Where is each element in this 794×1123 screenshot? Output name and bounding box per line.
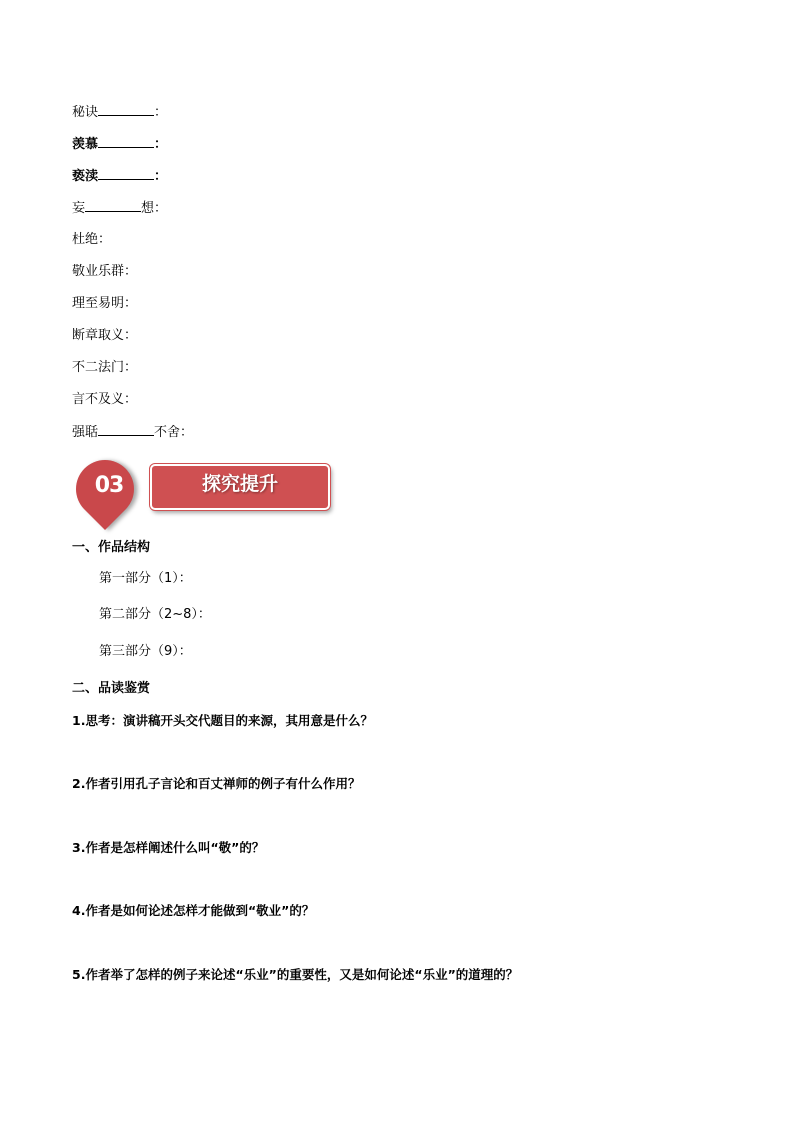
question-3: 3.作者是怎样阐述什么叫“敬”的？	[72, 840, 265, 855]
fill-blank[interactable]	[98, 135, 154, 148]
vocab-suffix: ：	[154, 105, 168, 120]
vocab-item-4	[72, 199, 167, 218]
question-5: 5.作者举了怎样的例子来论述“乐业”的重要性，又是如何论述“乐业”的道理的？	[72, 967, 519, 982]
vocab-suffix: ：	[154, 137, 168, 152]
vocab-item-7: 理至易明：	[72, 296, 138, 311]
structure-part-1: 第一部分（1）：	[99, 571, 192, 586]
vocab-suffix: ：	[154, 169, 168, 184]
fill-blank[interactable]	[98, 423, 154, 436]
section-number: 03	[94, 473, 124, 498]
section-banner	[76, 458, 328, 520]
vocab-word: 羡慕	[72, 137, 99, 152]
vocab-item-1	[72, 103, 167, 122]
structure-part-2: 第二部分（2~8）：	[99, 607, 211, 622]
vocab-item-2	[72, 135, 167, 154]
vocab-item-5: 杜绝：	[72, 232, 112, 247]
fill-blank[interactable]	[85, 199, 141, 212]
vocab-item-9: 不二法门：	[72, 360, 138, 375]
section-heading-appreciation: 二、品读鉴赏	[72, 681, 151, 696]
vocab-suffix: 想：	[141, 201, 168, 216]
fill-blank[interactable]	[98, 167, 154, 180]
vocab-item-6: 敬业乐群：	[72, 264, 138, 279]
vocab-word: 强聒	[72, 425, 99, 440]
section-heading-structure: 一、作品结构	[72, 540, 151, 555]
vocab-item-11	[72, 423, 193, 442]
vocab-item-8: 断章取义：	[72, 328, 138, 343]
question-4: 4.作者是如何论述怎样才能做到“敬业”的？	[72, 903, 315, 918]
section-title: 探究提升	[201, 473, 278, 495]
question-2: 2.作者引用孔子言论和百丈禅师的例子有什么作用？	[72, 776, 361, 791]
fill-blank[interactable]	[98, 103, 154, 116]
vocab-item-3	[72, 167, 167, 186]
vocab-suffix: 不舍：	[154, 425, 194, 440]
section-title-pill	[150, 464, 330, 510]
question-1: 1.思考：演讲稿开头交代题目的来源，其用意是什么？	[72, 713, 373, 728]
structure-part-3: 第三部分（9）：	[99, 644, 192, 659]
vocab-word: 妄	[72, 201, 86, 216]
vocab-word: 亵渎	[72, 169, 99, 184]
vocab-item-10: 言不及义：	[72, 392, 138, 407]
vocab-word: 秘诀	[72, 105, 99, 120]
